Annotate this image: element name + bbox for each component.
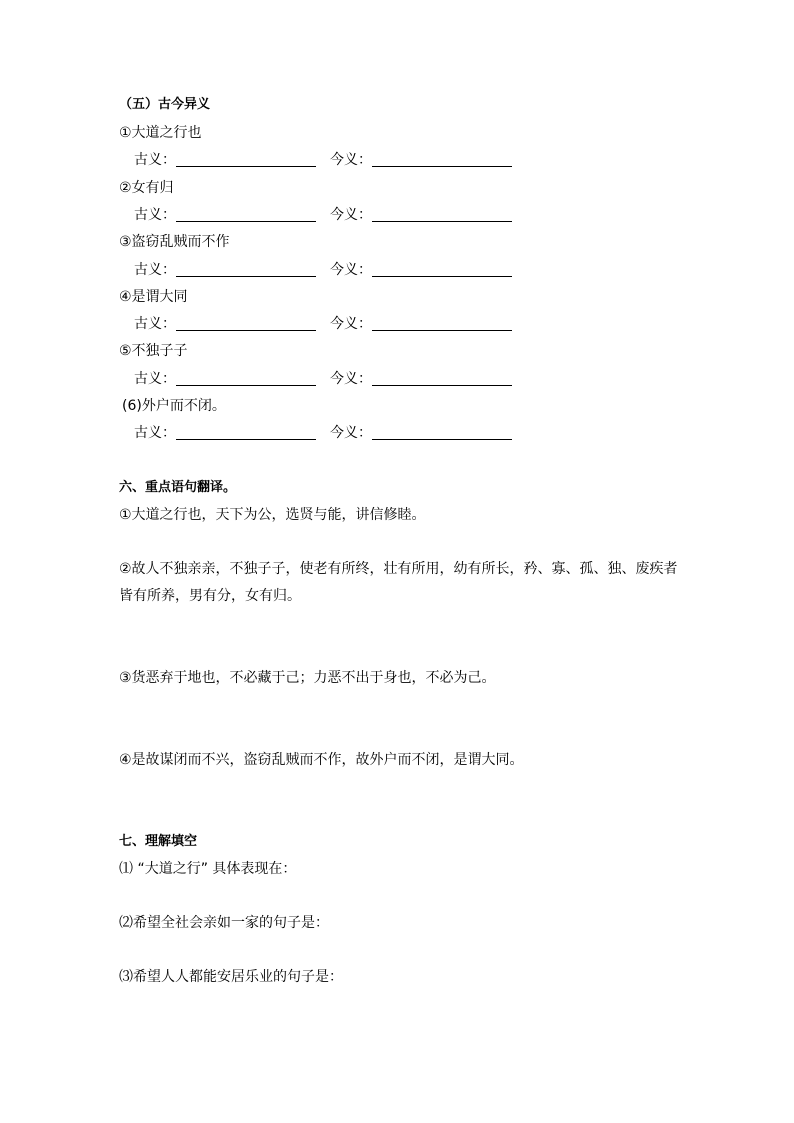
modern-meaning-label: 今义：	[330, 207, 372, 223]
section6-sentence-3: ③货恶弃于地也，不必藏于己；力恶不出于身也，不必为己。	[119, 670, 496, 686]
modern-meaning-label: 今义：	[330, 152, 372, 168]
ancient-meaning-blank[interactable]	[176, 384, 316, 386]
section7-question-2: ⑵希望全社会亲如一家的句子是：	[119, 915, 329, 931]
section6-sentence-4: ④是故谋闭而不兴，盗窃乱贼而不作，故外户而不闭，是谓大同。	[119, 752, 524, 768]
modern-meaning-blank[interactable]	[372, 329, 512, 331]
section5-item-3-answer-row	[134, 261, 512, 279]
modern-meaning-label: 今义：	[330, 316, 372, 332]
section6-title: 六、重点语句翻译。	[119, 480, 237, 495]
ancient-meaning-blank[interactable]	[176, 220, 316, 222]
modern-meaning-label: 今义：	[330, 262, 372, 278]
section5-item-4-answer-row	[134, 315, 512, 333]
section5-item-6-answer-row	[134, 424, 512, 442]
section7-question-1: ⑴ “大道之行” 具体表现在：	[119, 861, 297, 877]
section5-item-3: ③盗窃乱贼而不作	[119, 234, 230, 250]
ancient-meaning-blank[interactable]	[176, 438, 316, 440]
section5-item-6: (6)外户而不闭。	[122, 398, 226, 414]
section6-sentence-2: ②故人不独亲亲，不独子子，使老有所终，壮有所用，幼有所长，矜、寡、孤、独、废疾者	[119, 561, 678, 577]
modern-meaning-blank[interactable]	[372, 384, 512, 386]
ancient-meaning-label: 古义：	[134, 152, 176, 168]
ancient-meaning-label: 古义：	[134, 425, 176, 441]
ancient-meaning-blank[interactable]	[176, 275, 316, 277]
section5-item-4: ④是谓大同	[119, 289, 188, 305]
modern-meaning-blank[interactable]	[372, 165, 512, 167]
modern-meaning-blank[interactable]	[372, 275, 512, 277]
modern-meaning-blank[interactable]	[372, 220, 512, 222]
modern-meaning-label: 今义：	[330, 371, 372, 387]
section5-item-5: ⑤不独子子	[119, 343, 188, 359]
section6-sentence-1: ①大道之行也，天下为公，选贤与能，讲信修睦。	[119, 507, 426, 523]
section6-sentence-2-cont: 皆有所养，男有分，女有归。	[119, 588, 301, 604]
modern-meaning-blank[interactable]	[372, 438, 512, 440]
section7-question-3: ⑶希望人人都能安居乐业的句子是：	[119, 969, 343, 985]
section7-title: 七、理解填空	[119, 834, 198, 849]
section5-item-1-answer-row	[134, 151, 512, 169]
ancient-meaning-label: 古义：	[134, 207, 176, 223]
section5-item-2: ②女有归	[119, 180, 174, 196]
ancient-meaning-label: 古义：	[134, 262, 176, 278]
ancient-meaning-label: 古义：	[134, 316, 176, 332]
section5-item-5-answer-row	[134, 370, 512, 388]
section5-item-2-answer-row	[134, 206, 512, 224]
ancient-meaning-blank[interactable]	[176, 165, 316, 167]
modern-meaning-label: 今义：	[330, 425, 372, 441]
ancient-meaning-blank[interactable]	[176, 329, 316, 331]
ancient-meaning-label: 古义：	[134, 371, 176, 387]
section5-title: （五）古今异义	[119, 97, 211, 112]
section5-item-1: ①大道之行也	[119, 125, 202, 141]
